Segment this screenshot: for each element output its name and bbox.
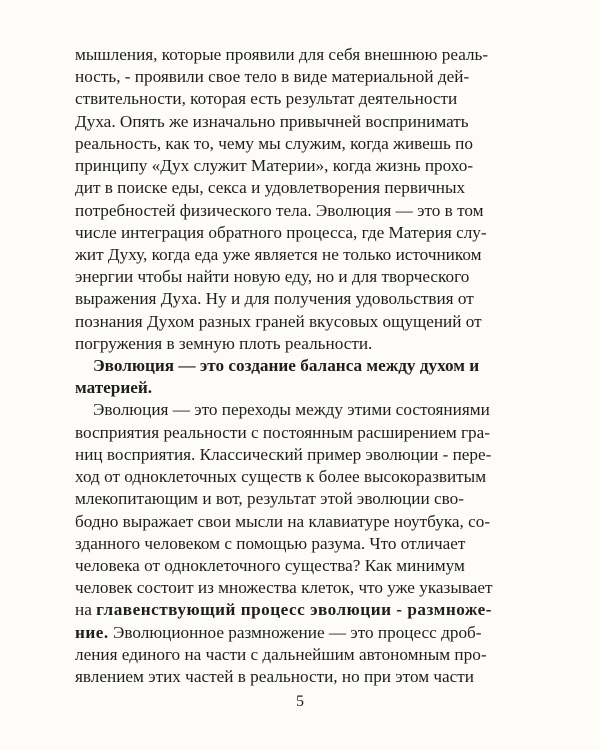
text-line: числе интеграция обратного процесса, где Материя слу-: [75, 222, 487, 242]
text-line: ность, - проявили свое тело в виде материальной дей-: [75, 67, 470, 87]
text-line: млекопитающим и вот, результат этой эволюции сво-: [75, 489, 464, 509]
page-number: 5: [296, 693, 304, 710]
text-line: реальность, как то, чему мы служим, когда живешь по: [75, 133, 473, 153]
text-line: зданного человеком с помощью разума. Что отличает: [75, 533, 466, 553]
text-line: Духа. Опять же изначально привычней воспринимать: [75, 111, 469, 131]
text-line: принципу «Дух служит Материи», когда жизнь прохо-: [75, 156, 474, 176]
text-line: ления единого на части с дальнейшим автономным про-: [75, 644, 487, 664]
text-line: познания Духом разных граней вкусовых ощущений от: [75, 311, 482, 331]
text-line: ствительности, которая есть результат деятельности: [75, 89, 458, 109]
text-line: выражения Духа. Ну и для получения удовольствия от: [75, 289, 474, 309]
text-line: бодно выражает свои мысли на клавиатуре ноутбука, со-: [75, 511, 491, 531]
text-line: ниц восприятия. Классический пример эволюции - пере-: [75, 444, 492, 464]
text-line: погружения в земную плоть реальности.: [75, 333, 373, 353]
text-line: Эволюция — это переходы между этими состояниями: [93, 400, 490, 420]
text-line: ход от одноклеточных существ к более высокоразвитым: [75, 467, 487, 487]
text-line-mixed: [75, 599, 492, 621]
text-line: человек состоит из множества клеток, что уже указывает: [75, 578, 493, 598]
text-line-mixed: [75, 622, 482, 644]
text-fragment: Эволюционное размножение — это процесс дроб-: [108, 622, 482, 642]
text-line: человека от одноклеточного существа? Как минимум: [75, 555, 465, 575]
text-line: энергии чтобы найти новую еду, но и для творческого: [75, 267, 470, 287]
emphasized-text: главенствующий процесс эволюции - размноже-: [96, 600, 493, 620]
text-line: явлением этих частей в реальности, но при этом части: [75, 667, 474, 686]
text-line: потребностей физического тела. Эволюция — это в том: [75, 200, 484, 220]
text-fragment: на: [75, 600, 97, 620]
section-heading-line: Эволюция — это создание баланса между духом и: [93, 356, 480, 375]
emphasized-text: ние.: [75, 622, 109, 642]
text-line: восприятия реальности с постоянным расширением гра-: [75, 422, 490, 442]
text-line: дит в поиске еды, секса и удовлетворения первичных: [75, 178, 466, 198]
section-heading-line: материей.: [75, 378, 153, 398]
text-line: жит Духу, когда еда уже является не только источником: [75, 244, 482, 264]
text-line: мышления, которые проявили для себя внешнюю реаль-: [75, 45, 489, 64]
